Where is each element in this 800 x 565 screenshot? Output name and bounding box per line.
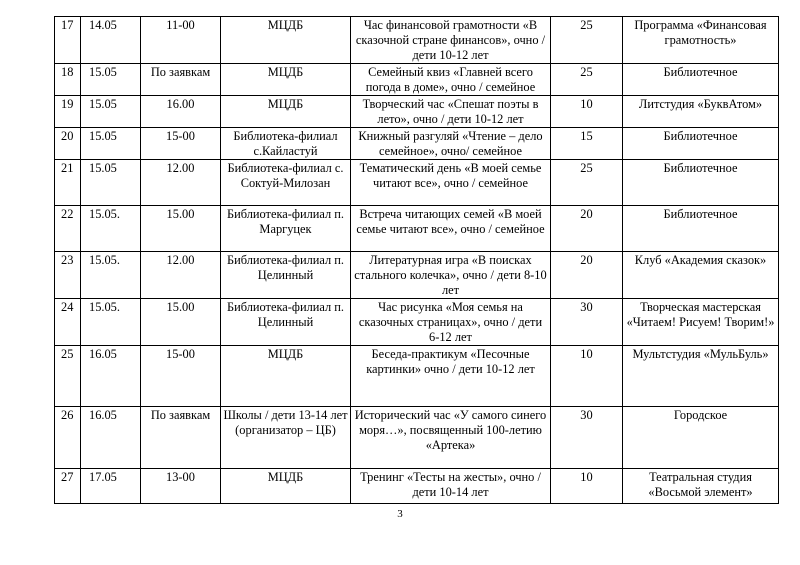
participant-count: 30 [551, 407, 623, 469]
event-date: 15.05 [81, 96, 141, 128]
event-place: Школы / дети 13-14 лет (организатор – ЦБ) [221, 407, 351, 469]
event-date: 14.05 [81, 17, 141, 64]
event-title: Тематический день «В моей семье читают все», очно / семейное [351, 160, 551, 206]
event-time: 11-00 [141, 17, 221, 64]
event-program: Программа «Финансовая грамотность» [623, 17, 779, 64]
event-date: 15.05. [81, 252, 141, 299]
event-time: 12.00 [141, 160, 221, 206]
event-date: 17.05 [81, 469, 141, 504]
event-time: По заявкам [141, 407, 221, 469]
table-row [55, 64, 779, 96]
event-date: 16.05 [81, 407, 141, 469]
event-program: Библиотечное [623, 64, 779, 96]
table-row [55, 346, 779, 407]
event-time: По заявкам [141, 64, 221, 96]
page-number: 3 [397, 508, 403, 520]
participant-count: 10 [551, 346, 623, 407]
event-title: Час рисунка «Моя семья на сказочных страницах», очно / дети 6-12 лет [351, 299, 551, 346]
event-place: Библиотека-филиал с. Соктуй-Милозан [221, 160, 351, 206]
row-number: 25 [55, 346, 81, 407]
row-number: 23 [55, 252, 81, 299]
event-program: Творческая мастерская «Читаем! Рисуем! Творим!» [623, 299, 779, 346]
event-program: Библиотечное [623, 160, 779, 206]
participant-count: 25 [551, 64, 623, 96]
event-date: 16.05 [81, 346, 141, 407]
event-time: 15.00 [141, 299, 221, 346]
event-title: Творческий час «Спешат поэты в лето», очно / дети 10-12 лет [351, 96, 551, 128]
event-time: 12.00 [141, 252, 221, 299]
row-number: 27 [55, 469, 81, 504]
participant-count: 25 [551, 17, 623, 64]
event-time: 16.00 [141, 96, 221, 128]
event-place: МЦДБ [221, 469, 351, 504]
event-place: Библиотека-филиал п. Целинный [221, 299, 351, 346]
table-row [55, 17, 779, 64]
participant-count: 10 [551, 469, 623, 504]
table-row [55, 128, 779, 160]
row-number: 18 [55, 64, 81, 96]
table-row [55, 160, 779, 206]
event-program: Библиотечное [623, 128, 779, 160]
event-date: 15.05 [81, 64, 141, 96]
participant-count: 25 [551, 160, 623, 206]
row-number: 21 [55, 160, 81, 206]
event-title: Час финансовой грамотности «В сказочной стране финансов», очно / дети 10-12 лет [351, 17, 551, 64]
event-place: Библиотека-филиал с.Кайластуй [221, 128, 351, 160]
event-title: Семейный квиз «Главней всего погода в доме», очно / семейное [351, 64, 551, 96]
event-place: МЦДБ [221, 346, 351, 407]
row-number: 22 [55, 206, 81, 252]
event-title: Исторический час «У самого синего моря…», посвященный 100-летию «Артека» [351, 407, 551, 469]
event-title: Беседа-практикум «Песочные картинки» очно / дети 10-12 лет [351, 346, 551, 407]
row-number: 19 [55, 96, 81, 128]
event-program: Городское [623, 407, 779, 469]
event-title: Книжный разгуляй «Чтение – дело семейное», очно/ семейное [351, 128, 551, 160]
events-table [54, 16, 779, 504]
event-time: 15-00 [141, 346, 221, 407]
event-place: Библиотека-филиал п. Маргуцек [221, 206, 351, 252]
participant-count: 15 [551, 128, 623, 160]
event-title: Литературная игра «В поисках стального колечка», очно / дети 8-10 лет [351, 252, 551, 299]
event-time: 15-00 [141, 128, 221, 160]
event-place: Библиотека-филиал п. Целинный [221, 252, 351, 299]
event-time: 15.00 [141, 206, 221, 252]
event-place: МЦДБ [221, 96, 351, 128]
row-number: 26 [55, 407, 81, 469]
event-date: 15.05. [81, 299, 141, 346]
event-time: 13-00 [141, 469, 221, 504]
event-place: МЦДБ [221, 64, 351, 96]
participant-count: 10 [551, 96, 623, 128]
event-program: Литстудия «БуквАтом» [623, 96, 779, 128]
event-title: Встреча читающих семей «В моей семье читают все», очно / семейное [351, 206, 551, 252]
row-number: 17 [55, 17, 81, 64]
row-number: 24 [55, 299, 81, 346]
event-program: Мультстудия «МульБуль» [623, 346, 779, 407]
event-program: Библиотечное [623, 206, 779, 252]
table-row [55, 407, 779, 469]
table-row [55, 469, 779, 504]
table-row [55, 96, 779, 128]
event-title: Тренинг «Тесты на жесты», очно / дети 10-14 лет [351, 469, 551, 504]
event-place: МЦДБ [221, 17, 351, 64]
participant-count: 30 [551, 299, 623, 346]
participant-count: 20 [551, 206, 623, 252]
event-program: Театральная студия «Восьмой элемент» [623, 469, 779, 504]
event-date: 15.05 [81, 160, 141, 206]
table-row [55, 252, 779, 299]
participant-count: 20 [551, 252, 623, 299]
row-number: 20 [55, 128, 81, 160]
table-row [55, 299, 779, 346]
table-row [55, 206, 779, 252]
event-program: Клуб «Академия сказок» [623, 252, 779, 299]
event-date: 15.05. [81, 206, 141, 252]
event-date: 15.05 [81, 128, 141, 160]
